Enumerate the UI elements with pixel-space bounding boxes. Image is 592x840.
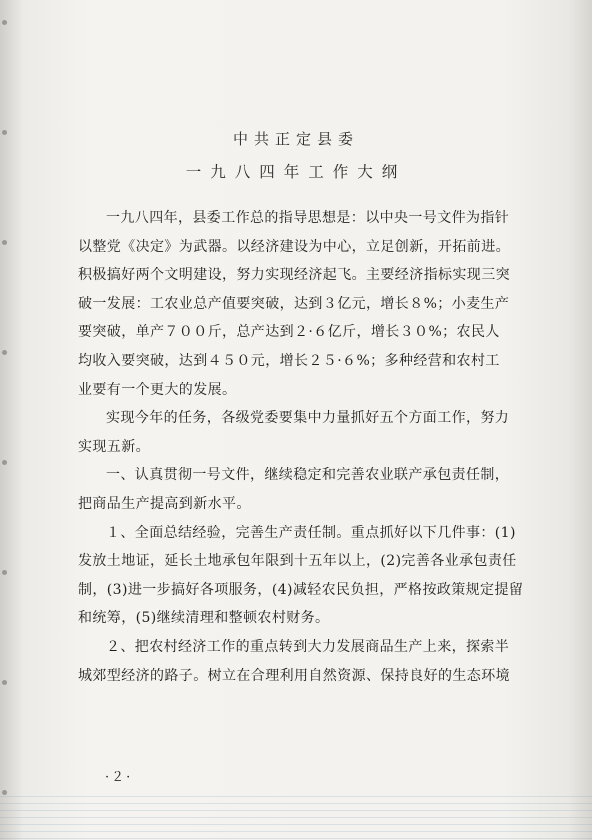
binding-holes	[0, 0, 10, 840]
binding-hole	[2, 680, 7, 685]
binding-hole	[2, 240, 7, 245]
body-line: 实现五新。	[78, 438, 150, 455]
body-line: 城郊型经济的路子。树立在合理利用自然资源、保持良好的生态环境	[78, 667, 510, 684]
body-line: 积极搞好两个文明建设，努力实现经济起飞。主要经济指标实现三突	[78, 267, 510, 284]
document-title-line1: 中共正定县委	[232, 130, 359, 148]
body-line: 发放土地证，延长土地承包年限到十五年以上，(2)完善各业承包责任	[78, 553, 517, 570]
body-line: 破一发展：工农业总产值要突破，达到３亿元，增长８%；小麦生产	[78, 295, 510, 312]
body-line: １、全面总结经验，完善生产责任制。重点抓好以下几件事：(1)	[106, 524, 516, 541]
binding-hole	[2, 570, 7, 575]
body-line: 实现今年的任务，各级党委要集中力量抓好五个方面工作，努力	[106, 410, 510, 427]
scan-artifact-stripes	[0, 790, 592, 840]
body-line: ２、把农村经济工作的重点转到大力发展商品生产上来，探索半	[106, 638, 510, 655]
binding-hole	[2, 20, 7, 25]
body-line: 和统筹，(5)继续清理和整顿农村财务。	[78, 610, 330, 627]
section-heading-line: 把商品生产提高到新水平。	[78, 495, 251, 512]
body-line: 均收入要突破，达到４５０元，增长２５·６%；多种经营和农村工	[78, 352, 500, 369]
body-line: 以整党《决定》为武器。以经济建设为中心，立足创新，开拓前进。	[78, 238, 510, 255]
page-number: ·２·	[105, 770, 133, 785]
document-body	[78, 204, 554, 690]
document-title-line2: 一九八四年工作大纲	[185, 163, 407, 181]
section-heading-line: 一、认真贯彻一号文件，继续稳定和完善农业联产承包责任制，	[106, 467, 510, 484]
binding-hole	[2, 350, 7, 355]
body-line: 要突破，单产７００斤，总产达到２·６亿斤，增长３０%；农民人	[78, 324, 500, 341]
body-line: 一九八四年，县委工作总的指导思想是：以中央一号文件为指针	[106, 210, 510, 226]
binding-hole	[2, 460, 7, 465]
body-line: 制，(3)进一步搞好各项服务，(4)减轻农民负担，严格按政策规定提留	[78, 581, 524, 598]
body-line: 业要有一个更大的发展。	[78, 381, 237, 398]
